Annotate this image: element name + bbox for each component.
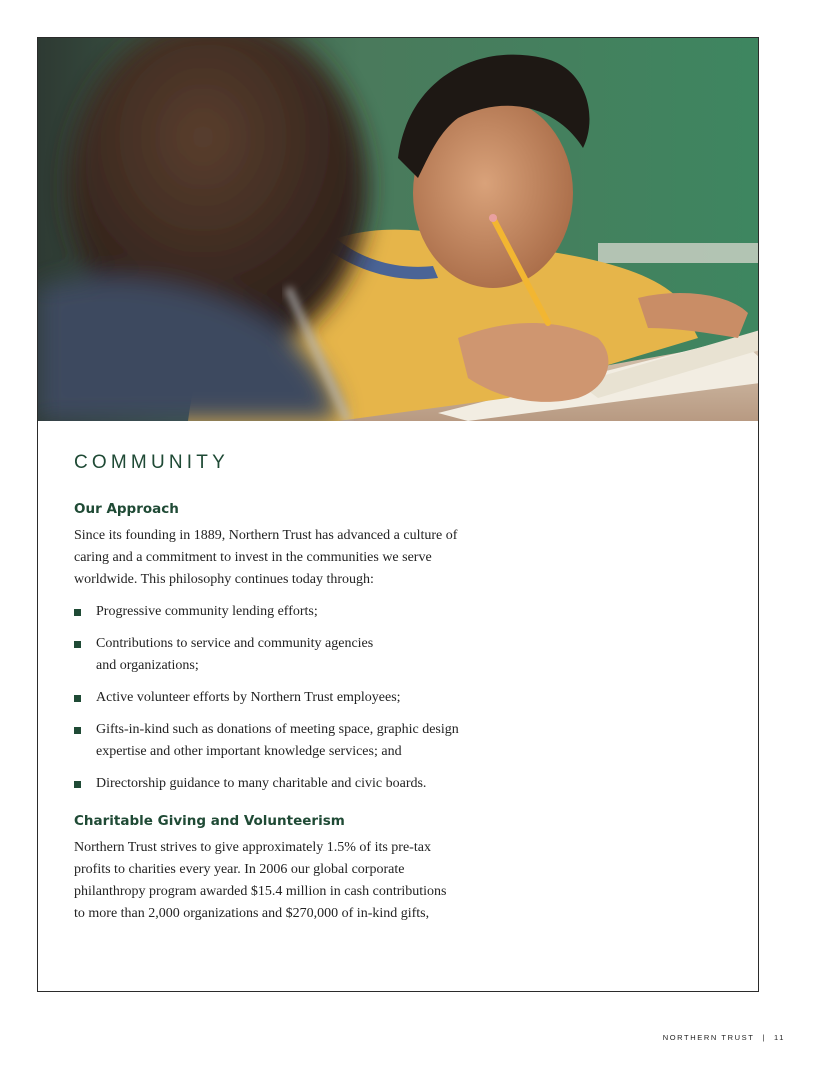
bullet-text: Progressive community lending efforts; [96,604,318,619]
square-bullet-icon [74,727,81,734]
square-bullet-icon [74,781,81,788]
bullet-item [74,687,474,709]
footer-separator: | [762,1033,766,1042]
bullet-item [74,633,386,677]
hero-photo-students-writing [38,38,759,421]
approach-intro: Since its founding in 1889, Northern Trust has advanced a culture of caring and a commitment to invest in the communities we serve worldwide. This philosophy continues today through: [74,528,458,587]
square-bullet-icon [74,695,81,702]
giving-heading: Charitable Giving and Volunteerism [74,813,345,829]
bullet-text: Contributions to service and community agencies and organizations; [96,636,374,673]
page-footer [663,1033,785,1042]
bullet-text: Gifts-in-kind such as donations of meeting space, graphic design expertise and other important knowledge services; and [96,722,459,759]
giving-body: Northern Trust strives to give approximately 1.5% of its pre-tax profits to charities every year. In 2006 our global corporate philanthropy program awarded $15.4 million in cash contributions to more than 2,000 organizations and $270,000 of in-kind gifts, [74,840,447,921]
square-bullet-icon [74,609,81,616]
approach-heading: Our Approach [74,501,179,517]
section-title: COMMUNITY [74,452,229,473]
page-number: 11 [774,1033,785,1042]
bullet-text: Active volunteer efforts by Northern Trust employees; [96,690,401,705]
bullet-item [74,719,464,763]
square-bullet-icon [74,641,81,648]
bullet-item [74,601,474,623]
bullet-text: Directorship guidance to many charitable and civic boards. [96,776,427,791]
content-column [74,501,474,925]
approach-bullet-list [74,601,474,795]
page-frame [37,37,759,992]
footer-company: NORTHERN TRUST [662,1033,755,1042]
bullet-item [74,773,474,795]
